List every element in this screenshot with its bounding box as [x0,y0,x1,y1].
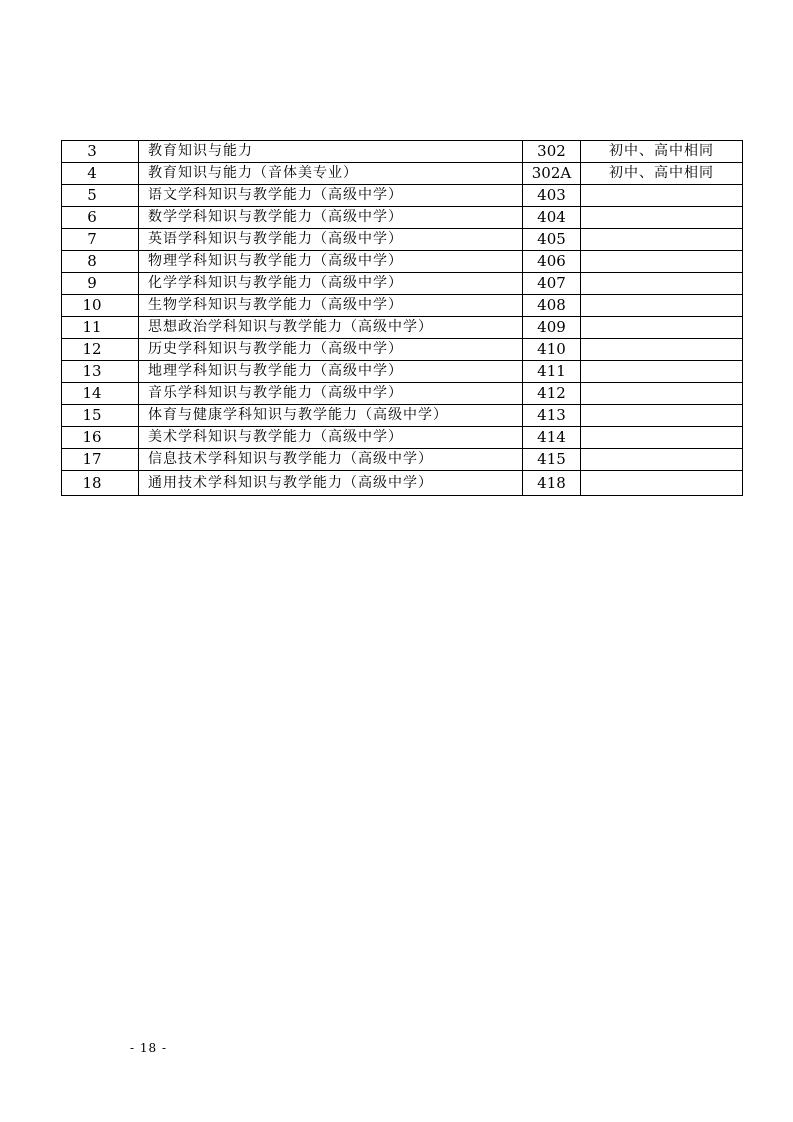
subject-code: 410 [523,339,581,361]
row-number: 18 [62,471,139,496]
row-number: 16 [62,427,139,449]
row-number: 8 [62,251,139,273]
table-row [62,361,743,383]
page-number: - 18 - [130,1041,168,1055]
row-number: 7 [62,229,139,251]
table-row [62,229,743,251]
row-number: 6 [62,207,139,229]
row-number: 14 [62,383,139,405]
subject-name: 物理学科知识与教学能力（高级中学） [139,251,523,273]
subject-note [581,339,743,361]
subject-note [581,273,743,295]
subject-code: 415 [523,449,581,471]
subject-table [61,140,743,496]
subject-note [581,207,743,229]
table-row [62,295,743,317]
table-row [62,383,743,405]
subject-name: 美术学科知识与教学能力（高级中学） [139,427,523,449]
subject-note [581,361,743,383]
subject-note [581,185,743,207]
row-number: 13 [62,361,139,383]
table-row [62,141,743,163]
subject-name: 思想政治学科知识与教学能力（高级中学） [139,317,523,339]
subject-code: 406 [523,251,581,273]
subject-note [581,405,743,427]
subject-code: 302 [523,141,581,163]
subject-name: 生物学科知识与教学能力（高级中学） [139,295,523,317]
subject-name: 英语学科知识与教学能力（高级中学） [139,229,523,251]
table-row [62,449,743,471]
subject-note [581,229,743,251]
subject-code: 418 [523,471,581,496]
subject-name: 通用技术学科知识与教学能力（高级中学） [139,471,523,496]
row-number: 11 [62,317,139,339]
subject-note [581,449,743,471]
subject-name: 教育知识与能力 [139,141,523,163]
subject-name: 教育知识与能力（音体美专业） [139,163,523,185]
subject-code: 414 [523,427,581,449]
subject-name: 体育与健康学科知识与教学能力（高级中学） [139,405,523,427]
row-number: 10 [62,295,139,317]
subject-code: 412 [523,383,581,405]
table-row [62,207,743,229]
subject-name: 音乐学科知识与教学能力（高级中学） [139,383,523,405]
row-number: 12 [62,339,139,361]
subject-code: 404 [523,207,581,229]
row-number: 17 [62,449,139,471]
row-number: 9 [62,273,139,295]
subject-note [581,427,743,449]
subject-note [581,295,743,317]
subject-name: 数学学科知识与教学能力（高级中学） [139,207,523,229]
table-row [62,317,743,339]
subject-code: 302A [523,163,581,185]
subject-note [581,317,743,339]
subject-note [581,383,743,405]
subject-note: 初中、高中相同 [581,163,743,185]
subject-code: 407 [523,273,581,295]
subject-code: 411 [523,361,581,383]
table-row [62,251,743,273]
subject-name: 语文学科知识与教学能力（高级中学） [139,185,523,207]
table-row [62,339,743,361]
table-row [62,471,743,496]
subject-name: 信息技术学科知识与教学能力（高级中学） [139,449,523,471]
table-row [62,163,743,185]
subject-code: 403 [523,185,581,207]
table-row [62,405,743,427]
row-number: 4 [62,163,139,185]
subject-name: 化学学科知识与教学能力（高级中学） [139,273,523,295]
table-row [62,185,743,207]
table-row [62,273,743,295]
row-number: 5 [62,185,139,207]
subject-note: 初中、高中相同 [581,141,743,163]
subject-name: 地理学科知识与教学能力（高级中学） [139,361,523,383]
table-row [62,427,743,449]
subject-code: 413 [523,405,581,427]
subject-code: 409 [523,317,581,339]
row-number: 15 [62,405,139,427]
subject-note [581,251,743,273]
subject-code: 408 [523,295,581,317]
subject-note [581,471,743,496]
subject-code: 405 [523,229,581,251]
row-number: 3 [62,141,139,163]
subject-name: 历史学科知识与教学能力（高级中学） [139,339,523,361]
